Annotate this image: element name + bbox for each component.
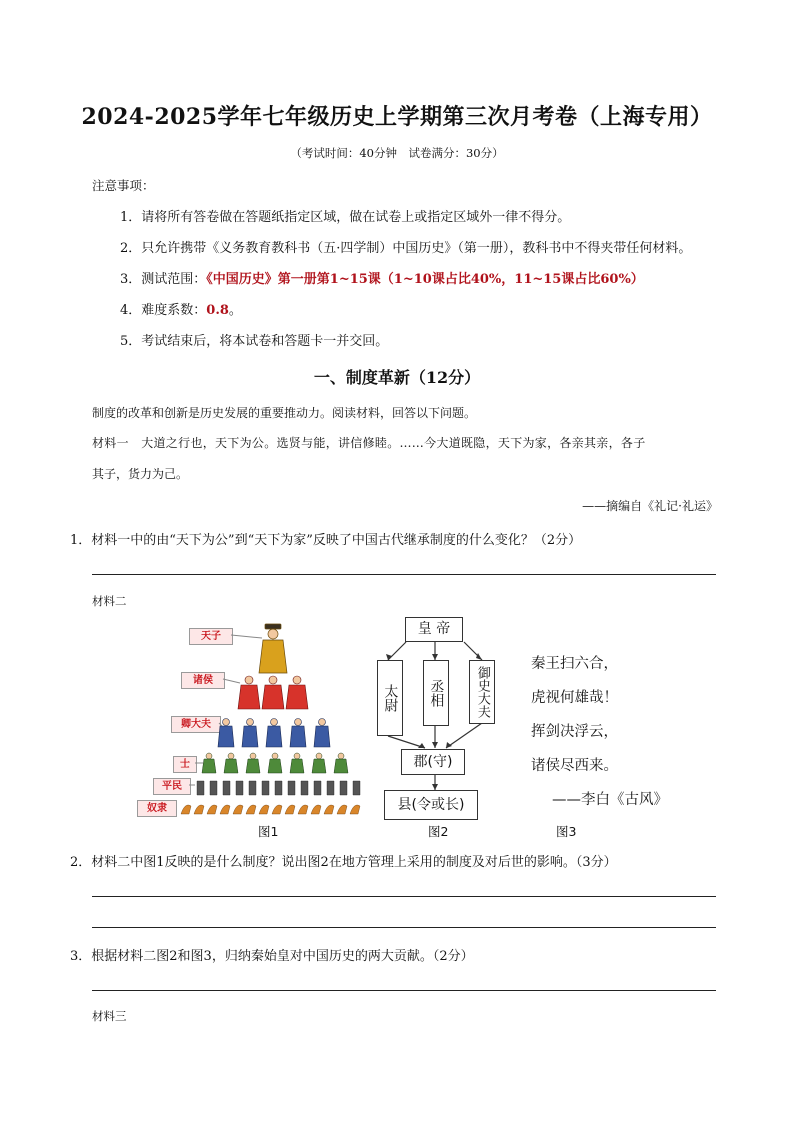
label-tianzi: 天子 — [189, 628, 233, 645]
notice-heading: 注意事项： — [92, 178, 155, 193]
material1-line1: 材料一 大道之行也，天下为公。选贤与能，讲信修睦。……今大道既隐，天下为家，各亲其亲，各子 — [92, 436, 646, 450]
notice-item-5: 5．考试结束后，将本试卷和答题卡一并交回。 — [120, 334, 389, 349]
question-3: 3．根据材料二图2和图3，归纳秦始皇对中国历史的两大贡献。（2分） — [70, 949, 474, 964]
material1-source: ——摘编自《礼记·礼运》 — [582, 499, 718, 513]
page-title: 2024-2025学年七年级历史上学期第三次月考卷（上海专用） — [81, 104, 713, 130]
notice-item-2: 2．只允许携带《义务教育教科书（五·四学制）中国历史》（第一册），教科书中不得夹带任何材料。 — [120, 241, 692, 256]
label-nuli: 奴隶 — [137, 800, 177, 817]
material3-label: 材料三 — [92, 1009, 127, 1023]
material2-label: 材料二 — [92, 594, 127, 608]
notice-item-4-tail: 。 — [228, 303, 242, 318]
test-scope: 《中国历史》第一册第1~15课（1~10课占比40%，11~15课占比60%） — [206, 272, 644, 287]
label-pingmin: 平民 — [153, 778, 191, 795]
figure-3-caption: 图3 — [556, 824, 577, 839]
material1-line2: 其子，货力为己。 — [92, 467, 189, 481]
label-shi: 士 — [173, 756, 197, 773]
answer-line-2a[interactable] — [92, 896, 716, 897]
label-qingdafu: 卿大夫 — [171, 716, 221, 733]
notice-item-4 — [120, 299, 242, 318]
poem-attribution: ——李白《古风》 — [552, 792, 668, 808]
answer-line-1[interactable] — [92, 574, 716, 575]
taiwei-box: 太尉 — [377, 660, 403, 736]
notice-item-1: 1．请将所有答卷做在答题纸指定区域，做在试卷上或指定区域外一律不得分。 — [120, 210, 571, 225]
section-intro: 制度的改革和创新是历史发展的重要推动力。阅读材料，回答以下问题。 — [92, 406, 477, 420]
notice-item-3-text: 3．测试范围： — [120, 272, 207, 287]
section-title: 一、制度革新（12分） — [313, 368, 481, 387]
figure-1-pyramid — [137, 618, 367, 823]
figure-1-caption: 图1 — [258, 824, 279, 839]
exam-info: （考试时间：40分钟 试卷满分：30分） — [290, 146, 504, 160]
poem-line-3: 挥剑决浮云， — [531, 724, 618, 740]
poem-line-1: 秦王扫六合， — [531, 656, 618, 672]
difficulty-value: 0.8 — [206, 303, 229, 318]
pyramid-figures-graphic — [137, 618, 367, 823]
question-2: 2．材料二中图1反映的是什么制度？说出图2在地方管理上采用的制度及对后世的影响。（3分） — [70, 855, 617, 870]
county-box: 县(令或长) — [384, 790, 478, 820]
figure-2-caption: 图2 — [428, 824, 449, 839]
emperor-box: 皇 帝 — [405, 617, 463, 642]
notice-item-3 — [120, 268, 644, 287]
commandery-box: 郡(守) — [401, 749, 465, 775]
answer-line-2b[interactable] — [92, 927, 716, 928]
question-1: 1．材料一中的由“天下为公”到“天下为家”反映了中国古代继承制度的什么变化？（2分） — [70, 533, 582, 548]
answer-line-3[interactable] — [92, 990, 716, 991]
notice-item-4-text: 4．难度系数： — [120, 303, 207, 318]
poem-line-4: 诸侯尽西来。 — [531, 758, 618, 774]
chengxiang-box: 丞相 — [423, 660, 449, 726]
label-zhuhou: 诸侯 — [181, 672, 225, 689]
poem-line-2: 虎视何雄哉！ — [531, 690, 618, 706]
yushidafu-box: 御史大夫 — [469, 660, 495, 724]
